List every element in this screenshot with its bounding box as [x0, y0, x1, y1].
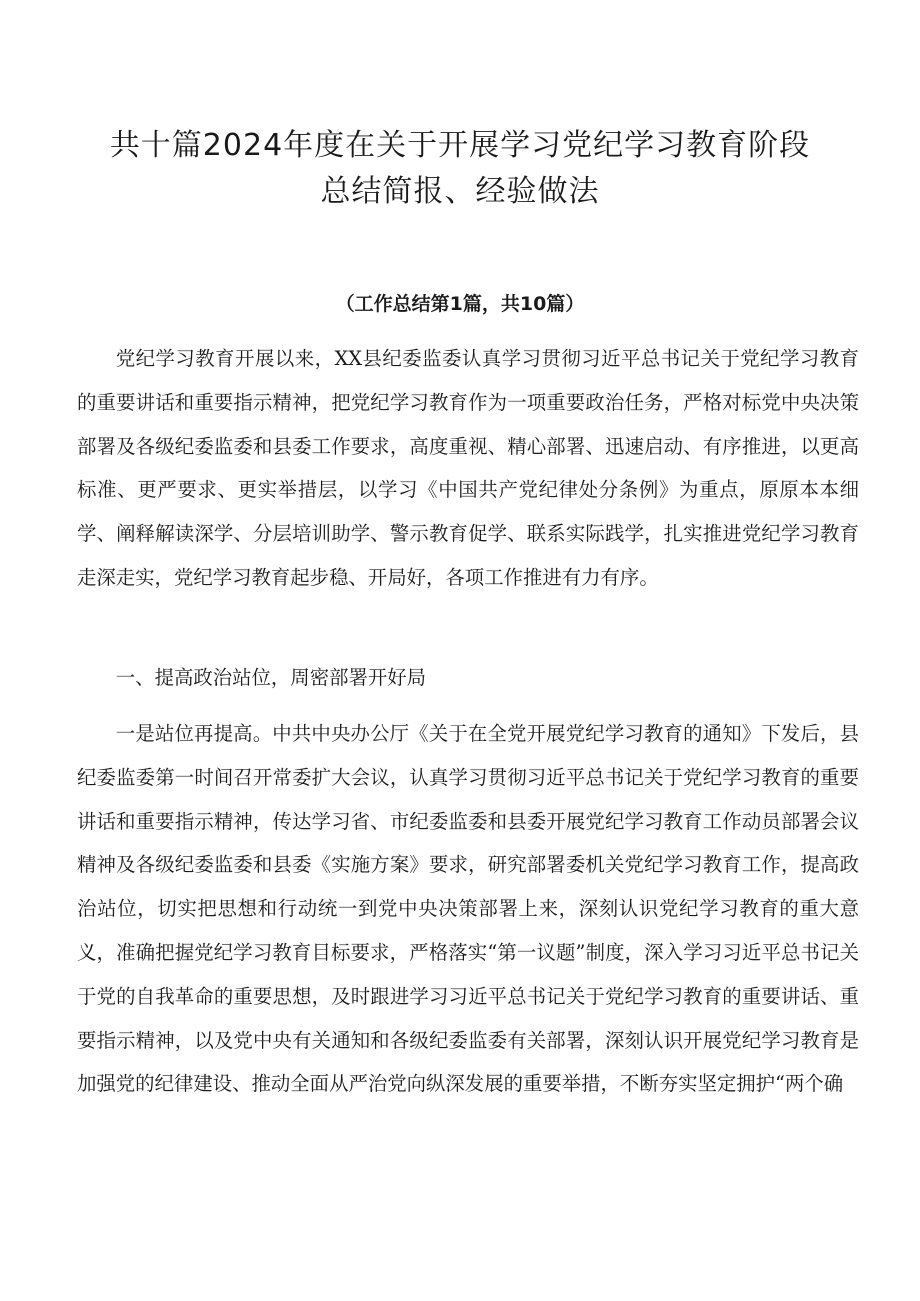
- document-title-line-1: 共十篇2024年度在关于开展学习党纪学习教育阶段: [109, 128, 811, 163]
- body-paragraph: 一是站位再提高。中共中央办公厅《关于在全党开展党纪学习教育的通知》下发后，县纪委监委第一时间召开常委扩大会议，认真学习贯彻习近平总书记关于党纪学习教育的重要讲话和重要指示精神，传达学习省、市纪委监委和县委开展党纪学习教育工作动员部署会议精神及各级纪委监委和县委《实施方案》要求，研究部署委机关党纪学习教育工作，提高政治站位，切实把思想和行动统一到党中央决策部署上来，深刻认识党纪学习教育的重大意义，准确把握党纪学习教育目标要求，严格落实“第一议题”制度，深入学习习近平总书记关于党的自我革命的重要思想，及时跟进学习习近平总书记关于党纪学习教育的重要讲话、重要指示精神，以及党中央有关通知和各级纪委监委有关部署，深刻认识开展党纪学习教育是加强党的纪律建设、推动全面从严治党向纵深发展的重要举措，不断夯实坚定拥护“两个确: [77, 722, 859, 1096]
- document-title-line-2: 总结简报、经验做法: [320, 174, 600, 209]
- intro-paragraph: 党纪学习教育开展以来，XX县纪委监委认真学习贯彻习近平总书记关于党纪学习教育的重要讲话和重要指示精神，把党纪学习教育作为一项重要政治任务，严格对标党中央决策部署及各级纪委监委和县委工作要求，高度重视、精心部署、迅速启动、有序推进，以更高标准、更严要求、更实举措层，以学习《中国共产党纪律处分条例》为重点，原原本本细学、阐释解读深学、分层培训助学、警示教育促学、联系实际践学，扎实推进党纪学习教育走深走实，党纪学习教育起步稳、开局好，各项工作推进有力有序。: [77, 347, 859, 589]
- document-subtitle: （工作总结第1篇，共10篇）: [335, 293, 585, 315]
- section-heading: 一、提高政治站位，周密部署开好局: [115, 666, 427, 689]
